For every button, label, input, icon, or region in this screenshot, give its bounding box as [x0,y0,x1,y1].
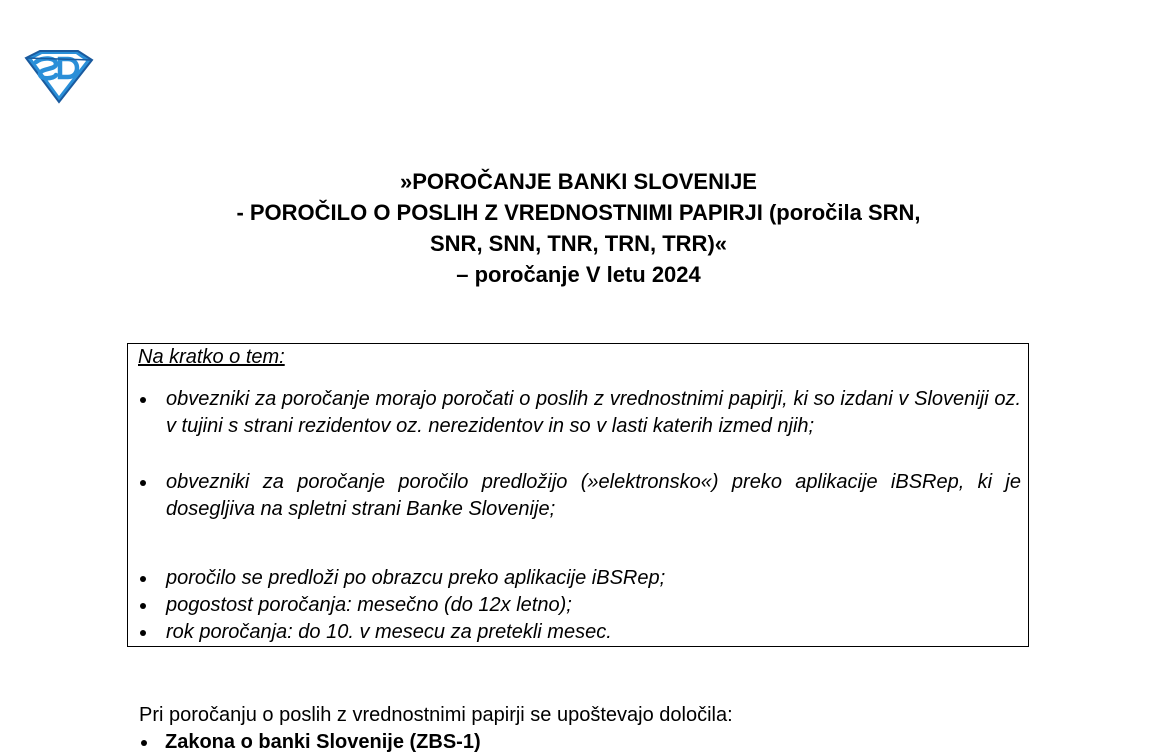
summary-item-text: poročilo se predloži po obrazcu preko aplikacije iBSRep; [166,567,666,589]
bullet-icon [140,397,146,403]
intro-paragraph: Pri poročanju o poslih z vrednostnimi papirji se upoštevajo določila: [139,704,733,726]
bank-of-slovenia-logo [22,48,96,104]
bullet-icon [140,630,146,636]
bullet-icon [140,576,146,582]
title-line-3: SNR, SNN, TNR, TRN, TRR)« [430,231,727,256]
title-line-1: »POROČANJE BANKI SLOVENIJE [400,169,757,194]
summary-box [127,343,1029,647]
bullet-icon [140,480,146,486]
regulation-item-text: Zakona o banki Slovenije (ZBS-1) [165,731,481,753]
title-line-2: - POROČILO O POSLIH Z VREDNOSTNIMI PAPIRJI (poročila SRN, [236,200,921,225]
summary-item-text: obvezniki za poročanje morajo poročati o poslih z vrednostnimi papirji, ki so izdani v Sloveniji oz. v tujini s strani rezidentov oz. nerezidentov in so v lasti katerih izmed njih; [166,388,1021,437]
summary-item-text: obvezniki za poročanje poročilo predložijo (»elektronsko«) preko aplikacije iBSRep, ki je dosegljiva na spletni strani Banke Slovenije; [166,471,1021,520]
document-title [0,166,1157,290]
bullet-icon [140,603,146,609]
title-line-4: – poročanje V letu 2024 [456,262,701,287]
summary-item-text: pogostost poročanja: mesečno (do 12x letno); [166,594,572,616]
summary-item-text: rok poročanja: do 10. v mesecu za pretekli mesec. [166,621,612,643]
summary-heading: Na kratko o tem: [138,346,285,368]
